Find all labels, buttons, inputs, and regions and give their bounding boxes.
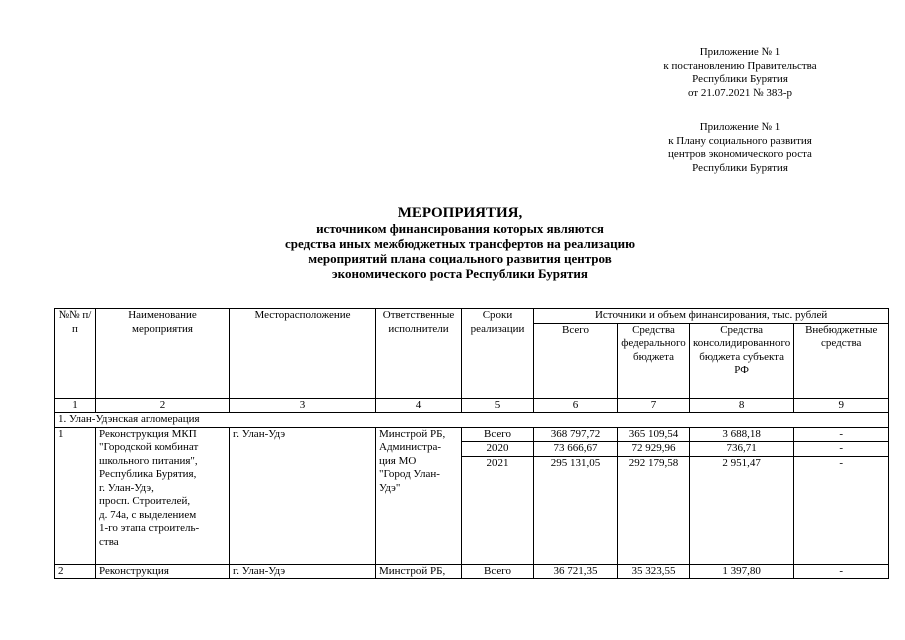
row-extra: -: [794, 427, 889, 442]
row-responsible: [376, 427, 462, 564]
row-num: 2: [55, 564, 96, 579]
row-federal: 72 929,96: [618, 442, 690, 457]
table-row: [55, 564, 889, 579]
row-consolidated: 1 397,80: [690, 564, 794, 579]
header-federal: Средства федерального бюджета: [618, 323, 690, 398]
approval-line: Приложение № 1: [699, 46, 781, 58]
row-location: г. Улан-Удэ: [230, 564, 376, 579]
approval-line: Приложение № 1: [699, 121, 781, 133]
row-responsible-line: Удэ": [379, 481, 401, 494]
header-terms: Сроки реализации: [462, 309, 534, 399]
row-num: 1: [55, 427, 96, 564]
header-location: Месторасположение: [230, 309, 376, 399]
header-responsible: Ответственные исполнители: [376, 309, 462, 399]
row-consolidated: 3 688,18: [690, 427, 794, 442]
row-responsible-line: ция МО: [379, 454, 417, 467]
row-total: 73 666,67: [534, 442, 618, 457]
row-name: Реконструкция: [96, 564, 230, 579]
column-number: 9: [794, 398, 889, 413]
row-responsible: Минстрой РБ,: [376, 564, 462, 579]
title-line: мероприятий плана социального развития центров: [308, 251, 612, 266]
title-line: средства иных межбюджетных трансфертов на реализацию: [284, 236, 636, 251]
title-line: экономического роста Республики Бурятия: [332, 266, 588, 281]
row-total: 295 131,05: [534, 456, 618, 470]
column-number-row: [55, 398, 889, 413]
header-num: №№ п/п: [55, 309, 96, 399]
approval-line: к Плану социального развития: [668, 134, 812, 147]
row-name-line: Реконструкция МКП: [99, 427, 197, 440]
row-responsible-line: "Город Улан-: [379, 468, 440, 480]
row-extra: -: [794, 564, 889, 579]
row-federal: 292 179,58: [618, 456, 690, 470]
approval-line: к постановлению Правительства: [663, 59, 817, 72]
title-main: МЕРОПРИЯТИЯ,: [397, 205, 523, 221]
column-number: 7: [618, 398, 690, 413]
row-name-line: Республика Бурятия,: [99, 468, 197, 480]
header-consolidated: Средства консолидированного бюджета субъекта РФ: [690, 323, 794, 398]
approval-line: центров экономического роста: [668, 148, 812, 160]
row-responsible-line: Минстрой РБ,: [379, 427, 446, 440]
row-name-line: "Городской комбинат: [99, 441, 199, 453]
column-number: 4: [376, 398, 462, 413]
events-table: [54, 308, 889, 579]
row-name-line: ства: [99, 535, 119, 548]
approval-block-government: [640, 46, 840, 100]
row-consolidated: 736,71: [690, 442, 794, 457]
header-name: Наименование мероприятия: [96, 309, 230, 399]
row-name-line: школьного питания",: [99, 454, 198, 467]
header-funding-group: Источники и объем финансирования, тыс. рублей: [534, 309, 889, 324]
title-line: источником финансирования которых являются: [316, 221, 604, 236]
row-term: 2021: [462, 456, 534, 470]
column-number: 8: [690, 398, 794, 413]
row-extra: -: [794, 442, 889, 457]
column-number: 2: [96, 398, 230, 413]
row-name-line: 1-го этапа строитель-: [99, 522, 200, 534]
column-number: 3: [230, 398, 376, 413]
row-extra: -: [794, 456, 889, 470]
row-term: Всего: [462, 427, 534, 442]
column-number: 1: [55, 398, 96, 413]
approval-line: Республики Бурятия: [692, 73, 788, 85]
column-number: 5: [462, 398, 534, 413]
header-row: [55, 309, 889, 324]
document-title: [150, 205, 770, 281]
section-title: 1. Улан-Удэнская агломерация: [55, 413, 889, 428]
row-federal: 365 109,54: [618, 427, 690, 442]
approval-line: Республики Бурятия: [692, 161, 788, 174]
row-total: 36 721,35: [534, 564, 618, 579]
row-name-line: просп. Строителей,: [99, 495, 191, 507]
row-name: [96, 427, 230, 564]
row-term: Всего: [462, 564, 534, 579]
approval-block-plan: [640, 121, 840, 175]
row-location: г. Улан-Удэ: [230, 427, 376, 564]
row-consolidated: 2 951,47: [690, 456, 794, 470]
row-name-line: д. 74а, с выделением: [99, 508, 197, 521]
row-name-line: г. Улан-Удэ,: [99, 481, 154, 494]
approval-line: от 21.07.2021 № 383-р: [687, 86, 793, 99]
column-number: 6: [534, 398, 618, 413]
row-total: 368 797,72: [534, 427, 618, 442]
table-row: [55, 427, 889, 442]
header-total: Всего: [534, 323, 618, 398]
row-term: 2020: [462, 442, 534, 457]
row-responsible-line: Администра-: [379, 441, 442, 453]
row-federal: 35 323,55: [618, 564, 690, 579]
header-extra: Внебюджетные средства: [794, 323, 889, 398]
section-row: [55, 413, 889, 428]
